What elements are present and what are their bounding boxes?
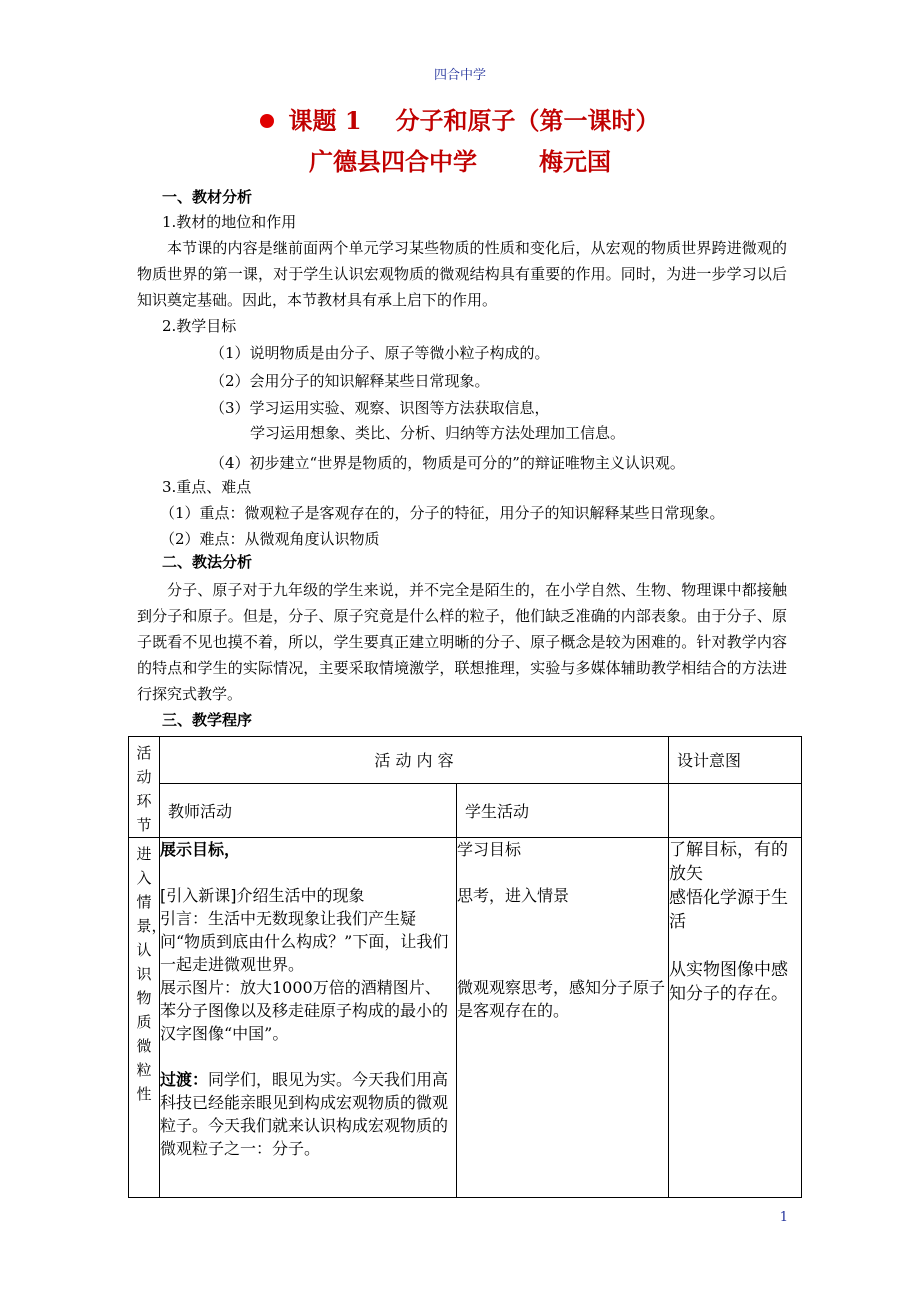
goal-item: （3）学习运用实验、观察、识图等方法获取信息，: [210, 399, 550, 417]
bullet-icon: [260, 114, 274, 128]
section-heading-1: 一、教材分析: [162, 188, 253, 206]
stage-label: 进入情景，认识物质微粒性: [136, 845, 167, 1103]
subheading-key-points: 3.重点、难点: [162, 478, 252, 496]
author-line: [0, 145, 920, 179]
student-goals: 学习目标: [457, 840, 522, 859]
goal-item: （2）会用分子的知识解释某些日常现象。: [210, 372, 490, 390]
lesson-number: 课题 1: [288, 106, 362, 135]
student-think: 思考，进入情景: [457, 886, 570, 905]
design-header: 设计意图: [669, 737, 802, 784]
lesson-name: 分子和原子（第一课时）: [395, 106, 660, 135]
difficult-point: （2）难点：从微观角度认识物质: [160, 530, 380, 548]
student-header: 学生活动: [457, 783, 669, 837]
stage-header: 活动环节: [136, 744, 152, 834]
teacher-activity-cell: [160, 838, 457, 1198]
procedure-table: [128, 736, 802, 1198]
subheading-position: 1.教材的地位和作用: [162, 213, 297, 231]
teacher-transition: [160, 1068, 456, 1160]
section-heading-3: 三、教学程序: [162, 711, 253, 729]
subheading-goals: 2.教学目标: [162, 317, 237, 335]
section-heading-2: 二、教法分析: [162, 553, 253, 571]
design-subheader-empty: [669, 783, 802, 837]
goal-item: 学习运用想象、类比、分析、归纳等方法处理加工信息。: [250, 424, 626, 442]
goal-item: （4）初步建立“世界是物质的，物质是可分的”的辩证唯物主义认识观。: [210, 454, 685, 472]
key-point: （1）重点：微观粒子是客观存在的，分子的特征，用分子的知识解释某些日常现象。: [160, 504, 725, 522]
student-observe: 微观观察思考，感知分子原子是客观存在的。: [457, 978, 666, 1020]
intro-text: 介绍生活中的现象: [236, 886, 365, 905]
stage-cell: [129, 838, 167, 1198]
lesson-title: [0, 104, 920, 138]
intro-new-lesson-tag: [引入新课]: [160, 886, 237, 905]
paragraph-position: 本节课的内容是继前面两个单元学习某些物质的性质和变化后，从宏观的物质世界跨进微观的物质世界的第一课，对于学生认识宏观物质的微观结构具有重要的作用。同时，为进一步学习以后知识奠定基础。因此，本节教材具有承上启下的作用。: [137, 239, 787, 309]
design-cell: [669, 838, 802, 1198]
author-name: 梅元国: [539, 147, 611, 176]
teacher-preface: 引言：生活中无数现象让我们产生疑问“物质到底由什么构成？”下面，让我们一起走进微观世界。: [160, 909, 449, 974]
goal-item: （1）说明物质是由分子、原子等微小粒子构成的。: [210, 344, 550, 362]
design-chem-life: 感悟化学源于生活: [669, 888, 789, 932]
content-header: 活 动 内 容: [160, 737, 669, 784]
page-number: 1: [779, 1210, 788, 1225]
teacher-show-images: 展示图片：放大1000万倍的酒精图片、苯分子图像以及移走硅原子构成的最小的汉字图像“中国”。: [160, 978, 449, 1043]
transition-label: 过渡：: [160, 1070, 209, 1089]
student-activity-cell: [457, 838, 669, 1198]
stage-header-cell: [129, 737, 160, 838]
design-perceive: 从实物图像中感知分子的存在。: [669, 960, 789, 1004]
school-name: 广德县四合中学: [309, 147, 477, 176]
teacher-show-goals: 展示目标，: [160, 840, 241, 859]
paragraph-method: 分子、原子对于九年级的学生来说，并不完全是陌生的，在小学自然、生物、物理课中都接触到分子和原子。但是，分子、原子究竟是什么样的粒子，他们缺乏准确的内部表象。由于分子、原子既看不见也摸不着，所以，学生要真正建立明晰的分子、原子概念是较为困难的。针对教学内容的特点和学生的实际情况，主要采取情境激学，联想推理，实验与多媒体辅助教学相结合的方法进行探究式教学。: [137, 581, 787, 703]
design-goal: 了解目标，有的放矢: [669, 840, 789, 884]
page-header: 四合中学: [433, 68, 486, 83]
teacher-intro: [160, 884, 456, 907]
transition-text: 同学们，眼见为实。今天我们用高科技已经能亲眼见到构成宏观物质的微观粒子。今天我们就来认识构成宏观物质的微观粒子之一：分子。: [160, 1070, 449, 1158]
teacher-header: 教师活动: [160, 783, 457, 837]
